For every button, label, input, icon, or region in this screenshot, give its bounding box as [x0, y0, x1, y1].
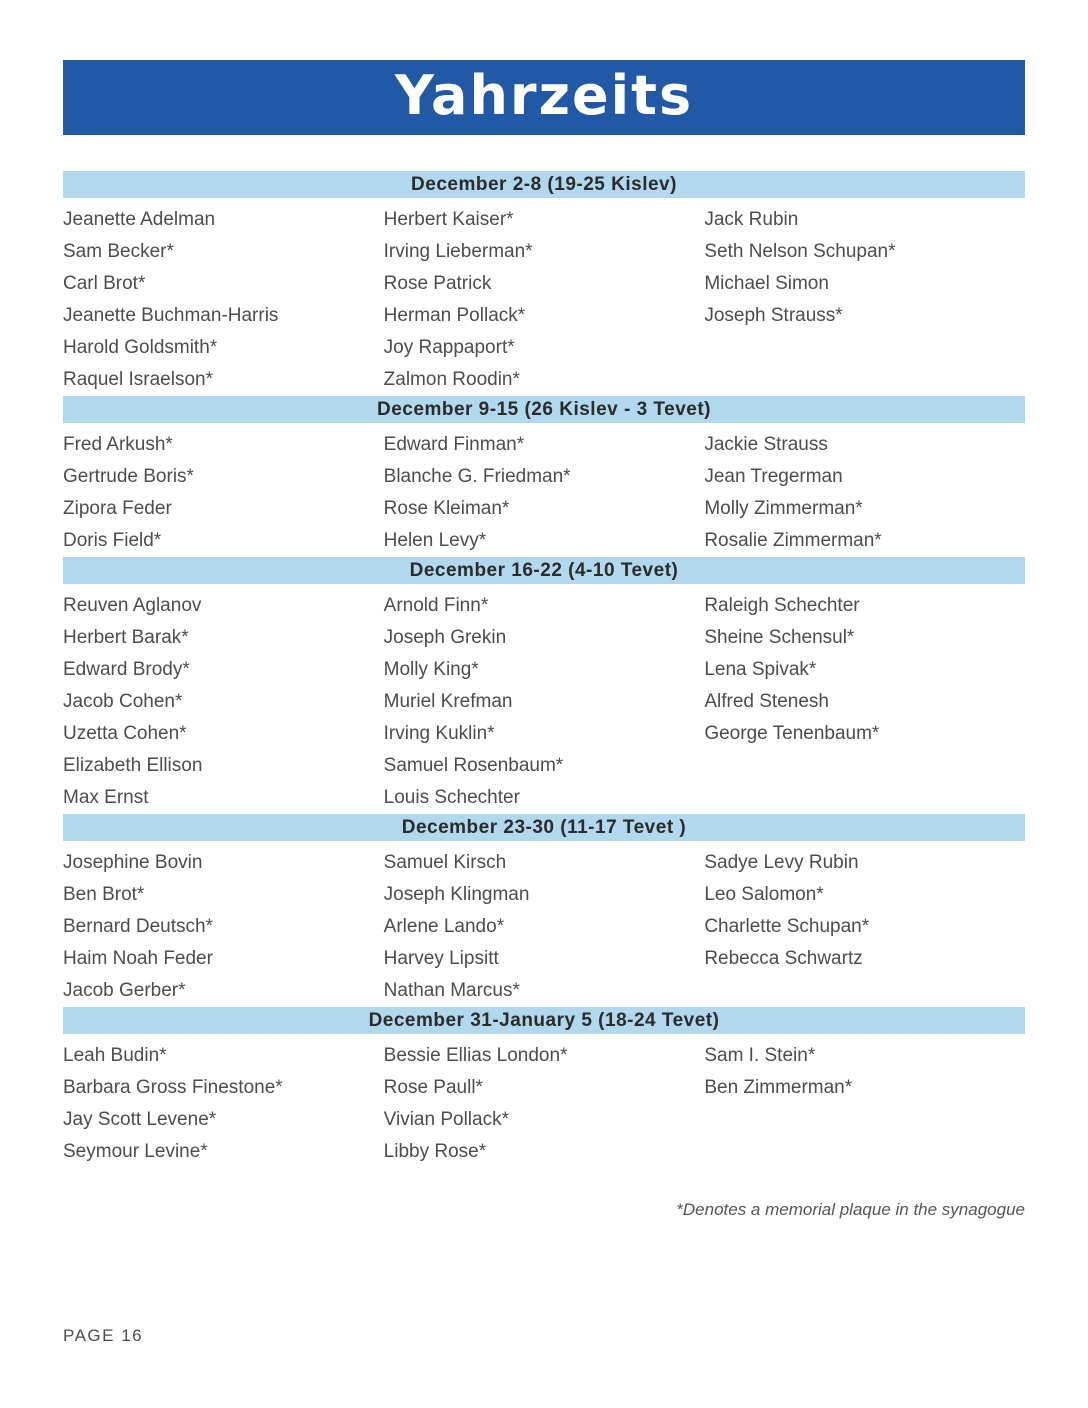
name-entry: Rose Patrick [383, 273, 492, 294]
memorial-plaque-footnote: *Denotes a memorial plaque in the synagogue [676, 1200, 1025, 1219]
name-entry: Molly King* [383, 659, 479, 680]
name-entry: Lena Spivak* [704, 659, 817, 680]
name-entry: Irving Kuklin* [383, 723, 495, 744]
name-entry: Leo Salomon* [704, 884, 824, 905]
name-entry: Samuel Rosenbaum* [383, 755, 564, 776]
name-entry: Herbert Barak* [63, 627, 189, 648]
page-content [63, 60, 1025, 1220]
name-columns [63, 204, 1025, 396]
name-columns [63, 847, 1025, 1007]
name-entry: Sam Becker* [63, 241, 174, 262]
name-entry: Harvey Lipsitt [383, 948, 499, 969]
name-entry: Libby Rose* [383, 1141, 487, 1162]
name-entry: Samuel Kirsch [383, 852, 507, 873]
name-entry: Jacob Gerber* [63, 980, 186, 1001]
yahrzeit-section [63, 1007, 1025, 1168]
name-entry: Elizabeth Ellison [63, 755, 203, 776]
name-entry: Haim Noah Feder [63, 948, 213, 969]
yahrzeit-sections [63, 171, 1025, 1168]
name-entry: Irving Lieberman* [383, 241, 533, 262]
name-entry: Rose Paull* [383, 1077, 483, 1098]
name-entry: Herman Pollack* [383, 305, 526, 326]
name-entry: Ben Brot* [63, 884, 145, 905]
name-entry: Carl Brot* [63, 273, 146, 294]
name-entry: Bernard Deutsch* [63, 916, 213, 937]
name-entry: Rosalie Zimmerman* [704, 530, 882, 551]
name-column [384, 429, 705, 557]
name-column [384, 847, 705, 1007]
name-column [384, 204, 705, 396]
name-column [63, 204, 384, 396]
name-entry: Fred Arkush* [63, 434, 173, 455]
name-entry: Joseph Klingman [383, 884, 530, 905]
name-entry: Bessie Ellias London* [383, 1045, 568, 1066]
name-columns [63, 1040, 1025, 1168]
yahrzeit-section [63, 814, 1025, 1007]
name-entry: Jeanette Adelman [63, 209, 216, 230]
page-number: PAGE 16 [63, 1326, 144, 1345]
name-column [704, 204, 1025, 332]
name-column [704, 429, 1025, 557]
name-entry: Sam I. Stein* [704, 1045, 816, 1066]
name-entry: Alfred Stenesh [704, 691, 829, 712]
name-entry: Arnold Finn* [383, 595, 489, 616]
name-column [704, 1040, 1025, 1104]
name-entry: Uzetta Cohen* [63, 723, 187, 744]
name-column [63, 847, 384, 1007]
name-entry: Joseph Grekin [383, 627, 507, 648]
name-entry: Arlene Lando* [383, 916, 505, 937]
name-column [63, 590, 384, 814]
name-entry: Jeanette Buchman-Harris [63, 305, 279, 326]
name-entry: Edward Brody* [63, 659, 190, 680]
name-entry: Raquel Israelson* [63, 369, 213, 390]
name-entry: Molly Zimmerman* [704, 498, 863, 519]
name-entry: Louis Schechter [383, 787, 520, 808]
name-entry: Jean Tregerman [704, 466, 843, 487]
name-entry: Josephine Bovin [63, 852, 203, 873]
name-entry: Sheine Schensul* [704, 627, 855, 648]
name-entry: Vivian Pollack* [383, 1109, 509, 1130]
name-entry: Jackie Strauss [704, 434, 828, 455]
section-date-header: December 31-January 5 (18-24 Tevet) [63, 1007, 1025, 1034]
name-entry: Jack Rubin [704, 209, 799, 230]
page-title: Yahrzeits [394, 63, 694, 127]
title-banner [63, 60, 1025, 135]
name-entry: Barbara Gross Finestone* [63, 1077, 283, 1098]
name-entry: Harold Goldsmith* [63, 337, 218, 358]
name-columns [63, 429, 1025, 557]
yahrzeit-section [63, 557, 1025, 814]
section-date-header: December 23-30 (11-17 Tevet ) [63, 814, 1025, 841]
name-entry: Raleigh Schechter [704, 595, 860, 616]
name-entry: Muriel Krefman [383, 691, 513, 712]
name-entry: Gertrude Boris* [63, 466, 194, 487]
name-entry: Leah Budin* [63, 1045, 167, 1066]
name-entry: Michael Simon [704, 273, 829, 294]
section-date-header: December 2-8 (19-25 Kislev) [63, 171, 1025, 198]
name-entry: Blanche G. Friedman* [383, 466, 571, 487]
name-columns [63, 590, 1025, 814]
name-entry: Rebecca Schwartz [704, 948, 863, 969]
yahrzeit-section [63, 171, 1025, 396]
name-entry: Edward Finman* [383, 434, 525, 455]
name-entry: Nathan Marcus* [383, 980, 520, 1001]
name-entry: Joy Rappaport* [383, 337, 515, 358]
section-date-header: December 9-15 (26 Kislev - 3 Tevet) [63, 396, 1025, 423]
name-column [704, 847, 1025, 975]
section-date-header: December 16-22 (4-10 Tevet) [63, 557, 1025, 584]
name-entry: Doris Field* [63, 530, 162, 551]
name-entry: Joseph Strauss* [704, 305, 843, 326]
name-entry: Rose Kleiman* [383, 498, 510, 519]
name-entry: Jacob Cohen* [63, 691, 183, 712]
name-column [384, 590, 705, 814]
name-entry: Helen Levy* [383, 530, 487, 551]
name-entry: Reuven Aglanov [63, 595, 202, 616]
name-entry: Ben Zimmerman* [704, 1077, 853, 1098]
name-entry: Zalmon Roodin* [383, 369, 520, 390]
name-entry: Zipora Feder [63, 498, 172, 519]
name-entry: Charlette Schupan* [704, 916, 870, 937]
name-entry: Seymour Levine* [63, 1141, 208, 1162]
name-entry: Herbert Kaiser* [383, 209, 514, 230]
name-column [63, 1040, 384, 1168]
name-entry: Seth Nelson Schupan* [704, 241, 896, 262]
name-entry: Max Ernst [63, 787, 149, 808]
name-column [384, 1040, 705, 1168]
name-entry: Sadye Levy Rubin [704, 852, 859, 873]
yahrzeit-section [63, 396, 1025, 557]
name-column [704, 590, 1025, 750]
name-entry: Jay Scott Levene* [63, 1109, 217, 1130]
name-column [63, 429, 384, 557]
name-entry: George Tenenbaum* [704, 723, 880, 744]
